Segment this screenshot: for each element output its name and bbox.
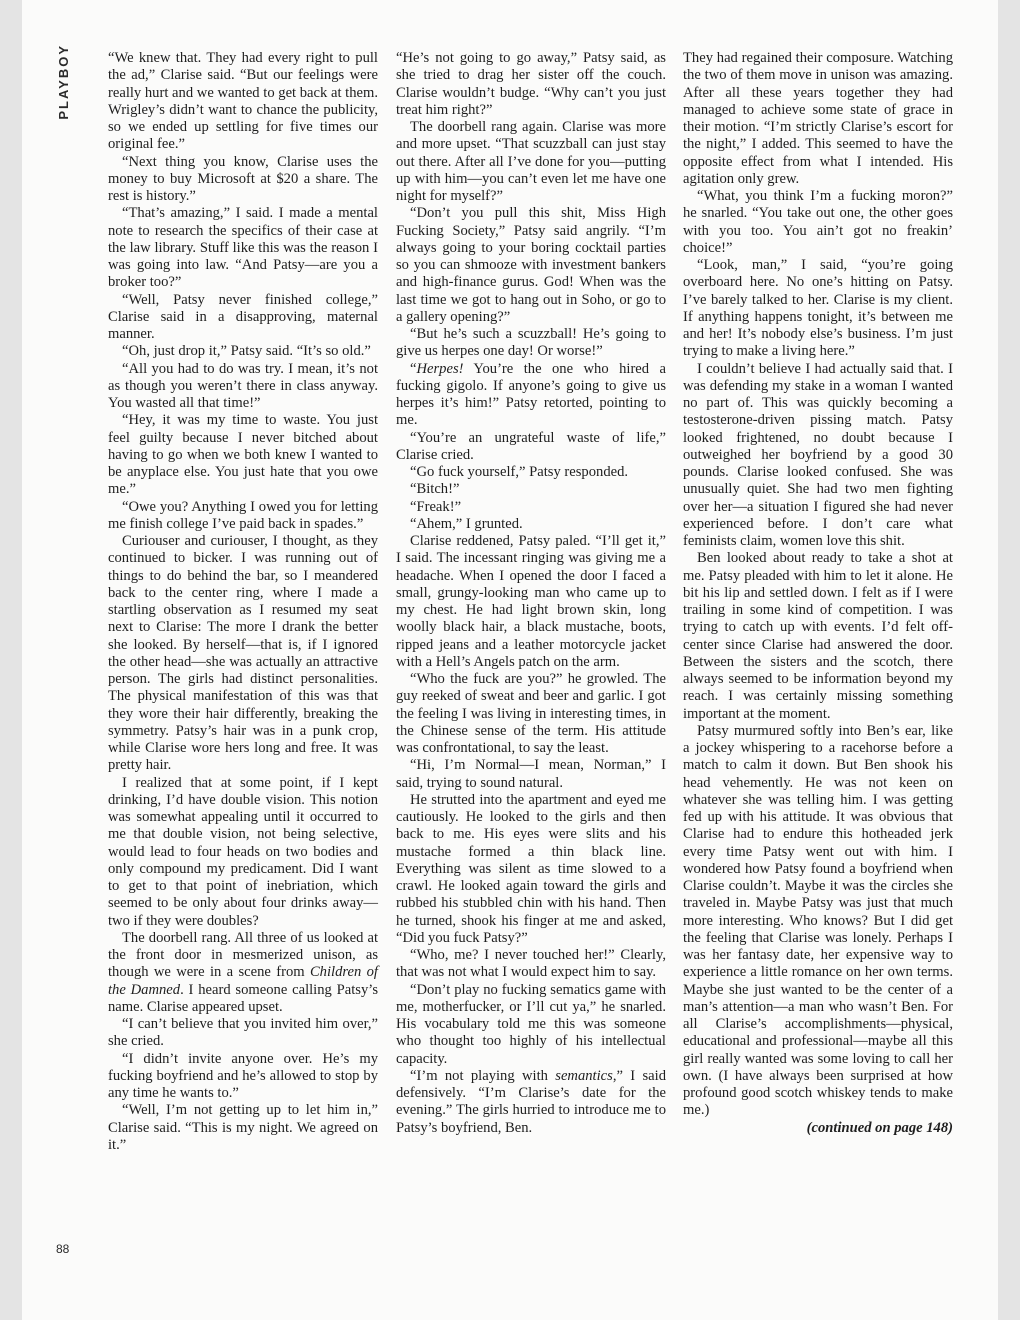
paragraph: “Freak!” [410, 498, 462, 515]
paragraph: “Ahem,” I grunted. [410, 515, 523, 532]
paragraph: “Don’t you pull this shit, Miss High Fucking Society,” Patsy said angrily. “I’m always going to your boring cocktail parties so you can shmooze with investment bankers and high-finance gurus. God! When was the last time we got to hang out in Soho, or go to a gallery opening?” [396, 205, 666, 325]
paragraph: “Hey, it was my time to waste. You just feel guilty because I never bitched about having to go when we both knew I wanted to be anyplace else. You just hate that you owe me.” [108, 412, 378, 498]
paragraph: “That’s amazing,” I said. I made a mental note to research the specifics of their case at the law library. Stuff like this was the reason I was going into law. “And Patsy—are you a broker too?” [108, 205, 378, 291]
paragraph: “Herpes! You’re the one who hired a fucking gigolo. If anyone’s going to give us herpes it’s him!” Patsy retorted, pointing to me. [396, 360, 666, 429]
text-column-2 [396, 50, 666, 1137]
paragraph: “Who, me? I never touched her!” Clearly, that was not what I would expect him to say. [396, 947, 666, 981]
paragraph: “We knew that. They had every right to pull the ad,” Clarise said. “But our feelings were really hurt and we wanted to get back at them. Wrigley’s didn’t want to chance the publicity, so we ended up settling for five times our original fee.” [108, 50, 378, 153]
paragraph: They had regained their composure. Watching the two of them move in unison was amazing. After all these years together they had managed to achieve some state of grace in their motion. “I’m strictly Clarise’s escort for the night,” I added. This seemed to have the opposite effect from what I intended. His agitation only grew. [683, 50, 953, 187]
paragraph: “Oh, just drop it,” Patsy said. “It’s so old.” [122, 343, 371, 360]
paragraph: Patsy murmured softly into Ben’s ear, like a jockey whispering to a racehorse before a match to calm it down. But Ben shook his head vehemently. He was not keen on whatever she was telling him. I was getting fed up with his attitude. It was obvious that Clarise had to endure this hotheaded jerk every time Patsy went out with him. I wondered how Patsy found a boyfriend when Clarise couldn’t. Maybe it was the circles she traveled in. Maybe Patsy was just that much more interesting. Who knows? But I did get the feeling that Clarise was lonely. Perhaps I was her fantasy date, her expensive way to experience a little romance on her own terms. Maybe she just wanted to be the center of a man’s attention—a man who wasn’t Ben. For all Clarise’s accomplishments—physical, educational and professional—maybe all this girl really wanted was some loving to call her own. (I have always been surprised at how profound good scotch whiskey tends to make me.) [683, 722, 953, 1119]
paragraph: “Bitch!” [410, 481, 460, 498]
paragraph: The doorbell rang again. Clarise was more and more upset. “That scuzzball can just stay out there. After all I’ve done for you—putting up with him—you can’t even let me have one night for myself?” [396, 119, 666, 204]
paragraph: Ben looked about ready to take a shot at me. Patsy pleaded with him to let it alone. He bit his lip and settled down. I felt as if I were trailing in some kind of competition. I was trying to catch up with events. I’d felt off-center since Clarise had answered the door. Between the sisters and the scotch, there always seemed to be information beyond my reach. I was certainly missing something important at the moment. [683, 550, 953, 722]
paragraph: “Look, man,” I said, “you’re going overboard here. No one’s hitting on Patsy. I’ve barely talked to her. Clarise is my client. If anything happens tonight, it’s between me and her! It’s nobody else’s business. I’m just trying to make a living here.” [683, 257, 953, 360]
paragraph: “Owe you? Anything I owed you for letting me finish college I’ve paid back in spades.” [108, 498, 378, 532]
paragraph: “I can’t believe that you invited him over,” she cried. [108, 1016, 378, 1050]
paragraph: I realized that at some point, if I kept drinking, I’d have double vision. This notion was somewhat appealing until it occurred to me that double vision, not being selective, would lead to four heads on two bodies and only compound my predicament. Did I want to get to that point of inebriation, which seemed to be only about four drinks away—two if they were doubles? [108, 774, 378, 929]
magazine-page [22, 0, 998, 1320]
continuation-note: (continued on page 148) [806, 1119, 953, 1136]
paragraph: “I didn’t invite anyone over. He’s my fucking boyfriend and he’s allowed to stop by any time he wants to.” [108, 1050, 378, 1101]
paragraph: “Well, I’m not getting up to let him in,” Clarise said. “This is my night. We agreed on it.” [108, 1102, 378, 1153]
paragraph: “Who the fuck are you?” he growled. The guy reeked of sweat and beer and garlic. I got the feeling I was living in interesting times, in the Chinese sense of the term. His attitude was confrontational, to say the least. [396, 671, 666, 756]
paragraph: “All you had to do was try. I mean, it’s not as though you weren’t there in class anyway. You wasted all that time!” [108, 360, 378, 411]
page-number: 88 [56, 1242, 70, 1256]
paragraph: “Next thing you know, Clarise uses the money to buy Microsoft at $20 a share. The rest is history.” [108, 153, 378, 204]
paragraph: The doorbell rang. All three of us looked at the front door in mesmerized unison, as though we were in a scene from Children of the Damned. I heard someone calling Patsy’s name. Clarise appeared upset. [108, 929, 378, 1015]
paragraph: I couldn’t believe I had actually said that. I was defending my stake in a woman I wanted no part of. This was quickly becoming a testosterone-driven pissing match. Patsy looked frightened, no doubt because I outweighed her boyfriend by a good 30 pounds. Clarise looked confused. She was unusually quiet. She had two men fighting over her—a situation I figured she had never experienced before. I don’t care what feminists claim, women love this shit. [683, 360, 953, 549]
paragraph: “You’re an ungrateful waste of life,” Clarise cried. [396, 429, 666, 463]
paragraph: “Well, Patsy never finished college,” Clarise said in a disapproving, maternal manner. [108, 291, 378, 342]
paragraph: He strutted into the apartment and eyed me cautiously. He looked to the girls and then back to me. His eyes were slits and his mustache formed a thin black line. Everything was silent as time slowed to a crawl. He looked again toward the girls and rubbed his stubbled chin with his hand. Then he turned, shook his finger at me and asked, “Did you fuck Patsy?” [396, 791, 666, 946]
paragraph: “Don’t play no fucking sematics game with me, motherfucker, or I’ll cut ya,” he snarled. His vocabulary told me this was someone who thought too highly of his intellectual capacity. [396, 981, 666, 1067]
paragraph: “But he’s such a scuzzball! He’s going to give us herpes one day! Or worse!” [396, 326, 666, 360]
paragraph: “What, you think I’m a fucking moron?” he snarled. “You take out one, the other goes with you too. You ain’t got no freakin’ choice!” [683, 188, 953, 256]
paragraph: “He’s not going to go away,” Patsy said, as she tried to drag her sister off the couch. Clarise wouldn’t budge. “Why can’t you just treat him right?” [396, 50, 666, 118]
paragraph: “Hi, I’m Normal—I mean, Norman,” I said, trying to sound natural. [396, 757, 666, 791]
paragraph: Clarise reddened, Patsy paled. “I’ll get it,” I said. The incessant ringing was giving me a headache. When I opened the door I faced a small, grungy-looking man who came up to my chest. He had light brown skin, long woolly black hair, a black mustache, boots, ripped jeans and a leather motorcycle jacket with a Hell’s Angels patch on the arm. [396, 533, 666, 670]
paragraph: Curiouser and curiouser, I thought, as they continued to bicker. I was running out of things to do behind the bar, so I meandered back to the center ring, where I made a startling observation as I resumed my seat next to Clarise: The more I drank the better she looked. By herself—that is, if I ignored the other head—she was actually an attractive person. The girls had distinct personalities. The physical manifestation of this was that they wore their hair differently, breaking the symmetry. Patsy’s hair was in a punk crop, while Clarise wore hers long and free. It was pretty hair. [108, 533, 378, 774]
paragraph: “I’m not playing with semantics,” I said defensively. “I’m Clarise’s date for the evening.” The girls hurried to introduce me to Patsy’s boyfriend, Ben. [396, 1067, 666, 1136]
paragraph: “Go fuck yourself,” Patsy responded. [410, 464, 629, 480]
masthead-playboy: PLAYBOY [56, 44, 71, 120]
text-column-1 [108, 50, 378, 1154]
text-column-3 [683, 50, 953, 1137]
